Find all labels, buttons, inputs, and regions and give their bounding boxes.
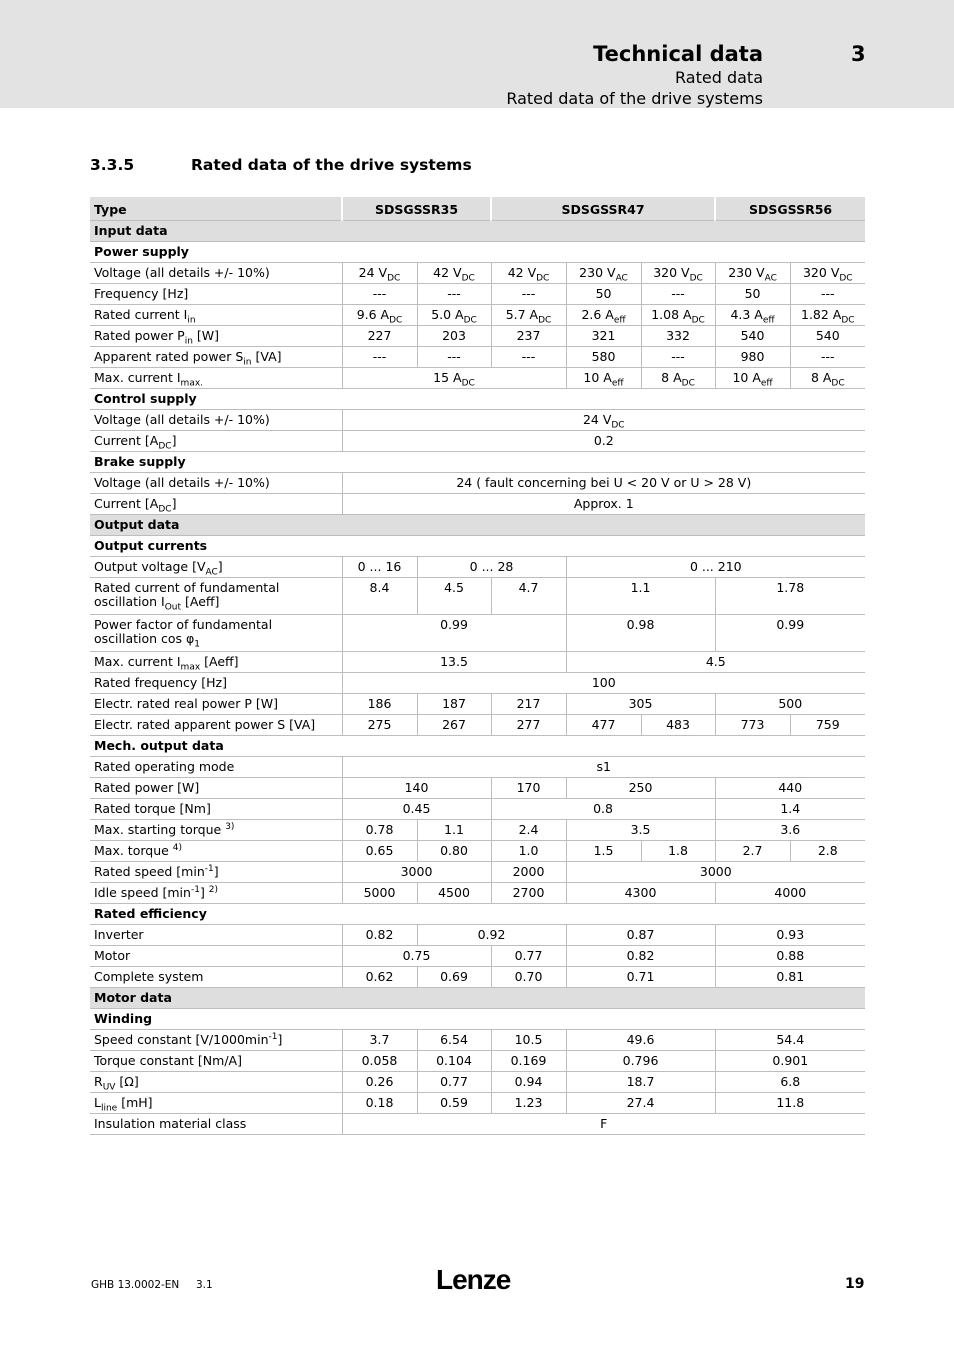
cell-value: --- — [790, 346, 865, 367]
page-number: 19 — [845, 1276, 865, 1292]
row-label: Insulation material class — [90, 1113, 342, 1134]
cell-value: 10 $A_{eff}$ — [566, 367, 641, 388]
cell-value: --- — [790, 283, 865, 304]
subsection-rated-efficiency: Rated efficiency — [90, 903, 865, 924]
cell-value: 2.4 — [491, 819, 566, 840]
model-header: SDSGSSR56 — [715, 197, 865, 220]
cell-value: 1.78 — [715, 577, 865, 614]
cell-value: 4000 — [715, 882, 865, 903]
cell-value: Approx. 1 — [342, 493, 865, 514]
cell-value: 10 $A_{eff}$ — [715, 367, 790, 388]
cell-value: 230 $V_{AC}$ — [566, 262, 641, 283]
row-complete — [90, 966, 865, 987]
cell-value: 540 — [715, 325, 790, 346]
section-output-data: Output data — [90, 514, 865, 535]
row-label: Max. torque $^{4)}$ — [90, 840, 342, 861]
row-torque-constant — [90, 1050, 865, 1071]
cell-value: 0.169 — [491, 1050, 566, 1071]
row-label: Speed constant $[V/1000\min^{-1}]$ — [90, 1029, 342, 1050]
subsection-mech-output: Mech. output data — [90, 735, 865, 756]
cell-value: 54.4 — [715, 1029, 865, 1050]
cell-value: 0.18 — [342, 1092, 417, 1113]
cell-value: 6.8 — [715, 1071, 865, 1092]
section-input-data: Input data — [90, 220, 865, 241]
cell-value: 580 — [566, 346, 641, 367]
cell-value: 2700 — [491, 882, 566, 903]
cell-value: 203 — [417, 325, 491, 346]
cell-value: 540 — [790, 325, 865, 346]
cell-value: 0.78 — [342, 819, 417, 840]
cell-value: 24 $V_{DC}$ — [342, 409, 865, 430]
cell-value: s1 — [342, 756, 865, 777]
header-subtitle-2: Rated data of the drive systems — [506, 89, 763, 108]
row-label: $L_{line}$ [mH] — [90, 1092, 342, 1113]
row-label: Rated speed $[\min^{-1}]$ — [90, 861, 342, 882]
cell-value: 267 — [417, 714, 491, 735]
type-row: Type SDSGSSR35 SDSGSSR47 SDSGSSR56 — [90, 197, 865, 220]
cell-value: 9.6 $A_{DC}$ — [342, 304, 417, 325]
cell-value: 4.5 — [566, 651, 865, 672]
cell-value: 0.82 — [566, 945, 715, 966]
model-header: SDSGSSR35 — [342, 197, 491, 220]
cell-value: 8 $A_{DC}$ — [790, 367, 865, 388]
cell-value: 1.1 — [417, 819, 491, 840]
cell-value: 477 — [566, 714, 641, 735]
cell-value: 440 — [715, 777, 865, 798]
row-label: Max. current $I_{max.}$ — [90, 367, 342, 388]
cell-value: 4.7 — [491, 577, 566, 614]
cell-value: 0.058 — [342, 1050, 417, 1071]
cell-value: 3.6 — [715, 819, 865, 840]
header-subtitle: Rated data — [675, 68, 763, 87]
row-label: Apparent rated power $S_{in}$ [VA] — [90, 346, 342, 367]
cell-value: 0.92 — [417, 924, 566, 945]
cell-value: 4.3 $A_{eff}$ — [715, 304, 790, 325]
cell-value: 1.82 $A_{DC}$ — [790, 304, 865, 325]
cell-value: 2000 — [491, 861, 566, 882]
cell-value: 0 ... 16 — [342, 556, 417, 577]
cell-value: --- — [342, 283, 417, 304]
cell-value: 0.80 — [417, 840, 491, 861]
cell-value: 4500 — [417, 882, 491, 903]
cell-value: 11.8 — [715, 1092, 865, 1113]
row-label: Electr. rated apparent power S [VA] — [90, 714, 342, 735]
cell-value: 1.4 — [715, 798, 865, 819]
cell-value: 4.5 — [417, 577, 491, 614]
cell-value: 42 $V_{DC}$ — [491, 262, 566, 283]
cell-value: 3000 — [342, 861, 491, 882]
section-motor-data: Motor data — [90, 987, 865, 1008]
cell-value: 3000 — [566, 861, 865, 882]
cell-value: 1.5 — [566, 840, 641, 861]
cell-value: 2.7 — [715, 840, 790, 861]
row-apparent-power — [90, 346, 865, 367]
cell-value: --- — [491, 346, 566, 367]
cell-value: 170 — [491, 777, 566, 798]
row-rated-speed — [90, 861, 865, 882]
cell-value: 0.104 — [417, 1050, 491, 1071]
cell-value: 0.87 — [566, 924, 715, 945]
cell-value: 0.71 — [566, 966, 715, 987]
row-label: Motor — [90, 945, 342, 966]
cell-value: 217 — [491, 693, 566, 714]
row-label: Rated operating mode — [90, 756, 342, 777]
page-header — [0, 0, 954, 108]
cell-value: 24 ( fault concerning bei U < 20 V or U > 28 V) — [342, 472, 865, 493]
row-insulation — [90, 1113, 865, 1134]
row-start-torque — [90, 819, 865, 840]
row-label: Rated power $P_{in}$ [W] — [90, 325, 342, 346]
row-label: Voltage (all details +/- 10%) — [90, 262, 342, 283]
row-label: Current $[A_{DC}]$ — [90, 493, 342, 514]
model-header: SDSGSSR47 — [491, 197, 715, 220]
row-label: Rated power [W] — [90, 777, 342, 798]
row-frequency — [90, 283, 865, 304]
cell-value: 5.0 $A_{DC}$ — [417, 304, 491, 325]
row-rated-current — [90, 304, 865, 325]
cell-value: 305 — [566, 693, 715, 714]
row-label: Rated current $I_{in}$ — [90, 304, 342, 325]
cell-value: 0.81 — [715, 966, 865, 987]
row-label: Idle speed $[\min^{-1}]$ $^{2)}$ — [90, 882, 342, 903]
cell-value: 1.8 — [641, 840, 715, 861]
cell-value: 186 — [342, 693, 417, 714]
rated-data-table — [90, 197, 865, 1135]
cell-value: 250 — [566, 777, 715, 798]
subsection-control-supply: Control supply — [90, 388, 865, 409]
row-voltage — [90, 262, 865, 283]
row-ruv — [90, 1071, 865, 1092]
cell-value: 1.23 — [491, 1092, 566, 1113]
cell-value: 1.1 — [566, 577, 715, 614]
cell-value: 0.69 — [417, 966, 491, 987]
subsection-power-supply: Power supply — [90, 241, 865, 262]
cell-value: 1.08 $A_{DC}$ — [641, 304, 715, 325]
cell-value: 321 — [566, 325, 641, 346]
cell-value: 0.82 — [342, 924, 417, 945]
row-label: Current $[A_{DC}]$ — [90, 430, 342, 451]
cell-value: 0.98 — [566, 614, 715, 651]
cell-value: 0.77 — [417, 1071, 491, 1092]
cell-value: --- — [342, 346, 417, 367]
cell-value: 320 $V_{DC}$ — [790, 262, 865, 283]
cell-value: 275 — [342, 714, 417, 735]
row-power-factor — [90, 614, 865, 651]
cell-value: 483 — [641, 714, 715, 735]
cell-value: 0.796 — [566, 1050, 715, 1071]
cell-value: 0.901 — [715, 1050, 865, 1071]
row-label: Max. starting torque $^{3)}$ — [90, 819, 342, 840]
cell-value: 332 — [641, 325, 715, 346]
cell-value: 0.93 — [715, 924, 865, 945]
row-label: Voltage (all details +/- 10%) — [90, 472, 342, 493]
cell-value: 759 — [790, 714, 865, 735]
cell-value: 5000 — [342, 882, 417, 903]
document-id: GHB 13.0002-EN 3.1 — [91, 1279, 213, 1291]
row-idle-speed — [90, 882, 865, 903]
row-cs-current — [90, 430, 865, 451]
cell-value: 42 $V_{DC}$ — [417, 262, 491, 283]
cell-value: 0.99 — [715, 614, 865, 651]
cell-value: 0 ... 210 — [566, 556, 865, 577]
cell-value: 0.88 — [715, 945, 865, 966]
cell-value: 237 — [491, 325, 566, 346]
row-fund-current — [90, 577, 865, 614]
lenze-logo: Lenze — [436, 1264, 511, 1295]
cell-value: 5.7 $A_{DC}$ — [491, 304, 566, 325]
cell-value: 0.77 — [491, 945, 566, 966]
cell-value: 100 — [342, 672, 865, 693]
subsection-brake-supply: Brake supply — [90, 451, 865, 472]
row-label: Voltage (all details +/- 10%) — [90, 409, 342, 430]
row-apparent-out-power — [90, 714, 865, 735]
row-lline — [90, 1092, 865, 1113]
cell-value: 49.6 — [566, 1029, 715, 1050]
row-motor — [90, 945, 865, 966]
row-max-current — [90, 367, 865, 388]
row-output-voltage — [90, 556, 865, 577]
row-label: Torque constant [Nm/A] — [90, 1050, 342, 1071]
row-label: Power factor of fundamental oscillation $\cos \varphi_1$ — [90, 614, 342, 651]
cell-value: 0.59 — [417, 1092, 491, 1113]
cell-value: --- — [417, 346, 491, 367]
cell-value: 6.54 — [417, 1029, 491, 1050]
cell-value: --- — [491, 283, 566, 304]
section-title: Rated data of the drive systems — [191, 156, 472, 174]
row-rated-frequency — [90, 672, 865, 693]
section-number: 3.3.5 — [90, 156, 135, 174]
row-mech-power — [90, 777, 865, 798]
cell-value: 980 — [715, 346, 790, 367]
row-max-torque — [90, 840, 865, 861]
cell-value: 27.4 — [566, 1092, 715, 1113]
row-rated-power — [90, 325, 865, 346]
cell-value: 2.6 $A_{eff}$ — [566, 304, 641, 325]
row-label: Rated torque [Nm] — [90, 798, 342, 819]
cell-value: 773 — [715, 714, 790, 735]
subsection-winding: Winding — [90, 1008, 865, 1029]
cell-value: --- — [641, 283, 715, 304]
cell-value: 227 — [342, 325, 417, 346]
cell-value: 15 $A_{DC}$ — [342, 367, 566, 388]
row-op-mode — [90, 756, 865, 777]
cell-value: 24 $V_{DC}$ — [342, 262, 417, 283]
cell-value: 50 — [566, 283, 641, 304]
chapter-number: 3 — [851, 42, 866, 66]
row-label: Electr. rated real power P [W] — [90, 693, 342, 714]
cell-value: 50 — [715, 283, 790, 304]
cell-value: 320 $V_{DC}$ — [641, 262, 715, 283]
cell-value: --- — [417, 283, 491, 304]
row-speed-constant — [90, 1029, 865, 1050]
cell-value: 3.5 — [566, 819, 715, 840]
cell-value: 18.7 — [566, 1071, 715, 1092]
row-out-max-current — [90, 651, 865, 672]
cell-value: 13.5 — [342, 651, 566, 672]
cell-value: 230 $V_{AC}$ — [715, 262, 790, 283]
cell-value: 0.99 — [342, 614, 566, 651]
row-rated-torque — [90, 798, 865, 819]
cell-value: 0 ... 28 — [417, 556, 566, 577]
cell-value: 500 — [715, 693, 865, 714]
cell-value: 187 — [417, 693, 491, 714]
cell-value: 0.2 — [342, 430, 865, 451]
cell-value: 140 — [342, 777, 491, 798]
cell-value: 0.26 — [342, 1071, 417, 1092]
cell-value: 0.70 — [491, 966, 566, 987]
row-label: Complete system — [90, 966, 342, 987]
row-label: Max. current $I_{max}$ [Aeff] — [90, 651, 342, 672]
row-label: $R_{UV}$ [Ω] — [90, 1071, 342, 1092]
row-cs-voltage — [90, 409, 865, 430]
cell-value: 277 — [491, 714, 566, 735]
row-label: Rated frequency [Hz] — [90, 672, 342, 693]
row-label: Rated current of fundamental oscillation $I_{Out}$ [Aeff] — [90, 577, 342, 614]
cell-value: 8 $A_{DC}$ — [641, 367, 715, 388]
cell-value: 0.45 — [342, 798, 491, 819]
cell-value: 0.94 — [491, 1071, 566, 1092]
row-bs-voltage — [90, 472, 865, 493]
cell-value: 0.75 — [342, 945, 491, 966]
cell-value: 3.7 — [342, 1029, 417, 1050]
row-real-power — [90, 693, 865, 714]
row-label: Frequency [Hz] — [90, 283, 342, 304]
cell-value: 0.8 — [491, 798, 715, 819]
subsection-output-currents: Output currents — [90, 535, 865, 556]
row-inverter — [90, 924, 865, 945]
cell-value: 4300 — [566, 882, 715, 903]
cell-value: F — [342, 1113, 865, 1134]
cell-value: 1.0 — [491, 840, 566, 861]
cell-value: 8.4 — [342, 577, 417, 614]
cell-value: 2.8 — [790, 840, 865, 861]
row-label: Output voltage $[V_{AC}]$ — [90, 556, 342, 577]
cell-value: 10.5 — [491, 1029, 566, 1050]
cell-value: 0.65 — [342, 840, 417, 861]
row-bs-current — [90, 493, 865, 514]
cell-value: --- — [641, 346, 715, 367]
cell-value: 0.62 — [342, 966, 417, 987]
header-title: Technical data — [593, 42, 763, 66]
row-label: Inverter — [90, 924, 342, 945]
